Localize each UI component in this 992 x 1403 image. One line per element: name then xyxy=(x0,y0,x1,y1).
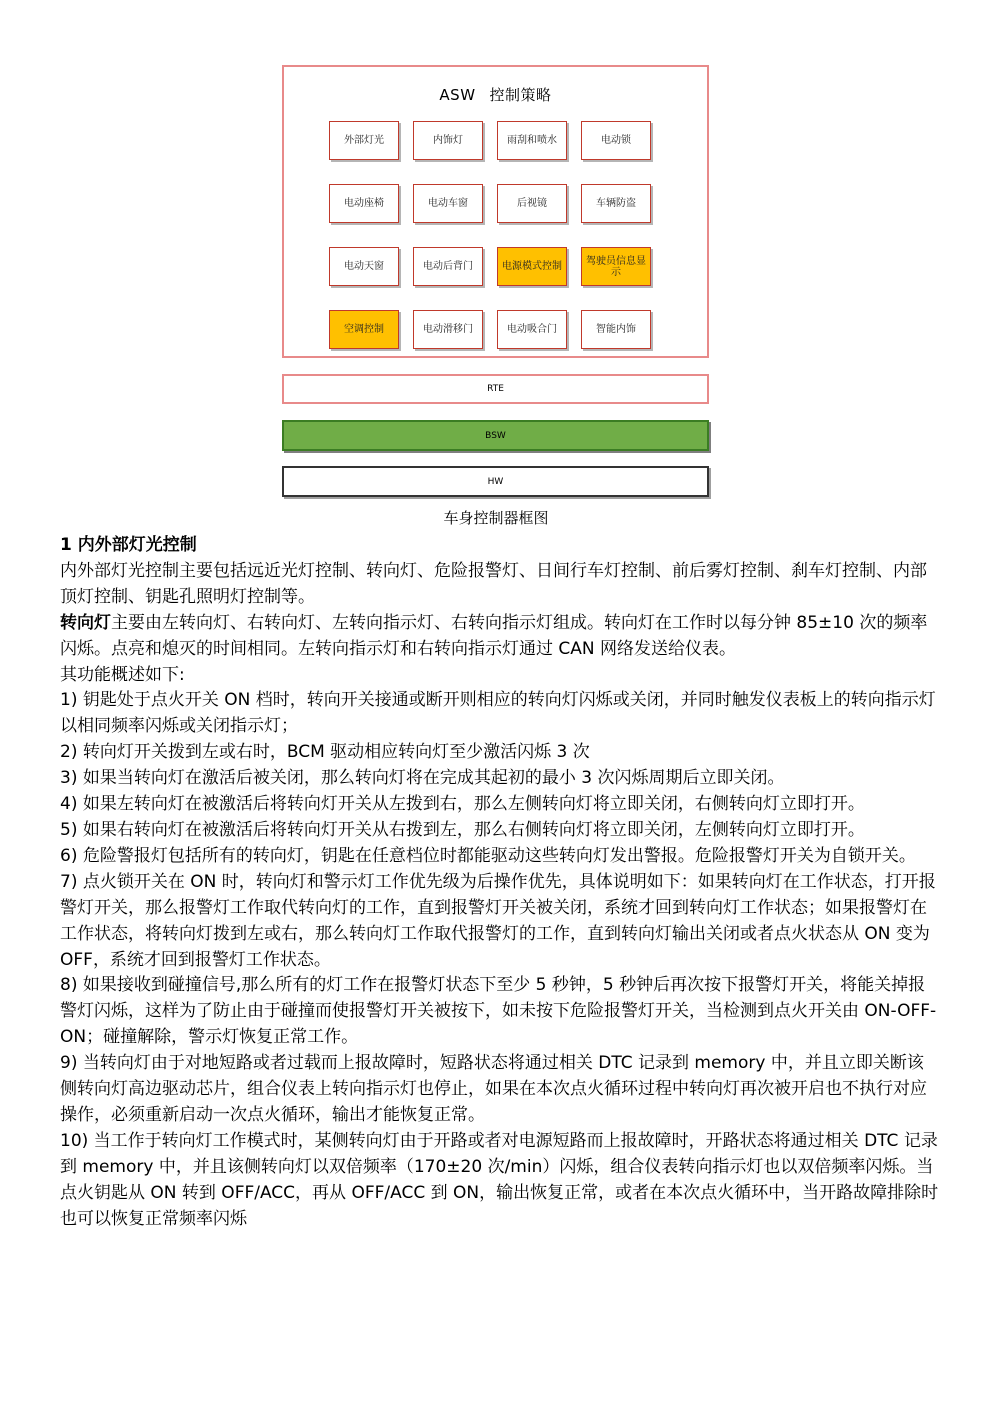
list-item: 7) 点火锁开关在 ON 时，转向灯和警示灯工作优先级为后操作优先，具体说明如下：如果转向灯在工作状态，打开报警灯开关，那么报警灯工作取代转向灯的工作，直到报警灯开关被关闭，系统才回到转向灯工作状态；如果报警灯在工作状态，将转向灯拨到左或右，那么转向灯工作取代报警灯的工作，直到转向灯输出关闭或者点火状态从 ON 变为 OFF，系统才回到报警灯工作状态。 xyxy=(60,871,936,970)
module-box: 电动锁 xyxy=(581,121,651,160)
module-box: 驾驶员信息显示 xyxy=(581,247,651,286)
module-box: 电源模式控制 xyxy=(497,247,567,286)
overview-line: 其功能概述如下: xyxy=(60,664,185,685)
asw-title-text: 控制策略 xyxy=(489,86,552,104)
list-item: 6) 危险警报灯包括所有的转向灯，钥匙在任意档位时都能驱动这些转向灯发出警报。危险报警灯开关为自锁开关。 xyxy=(60,845,916,866)
asw-layer-box xyxy=(282,65,709,358)
figure-caption: 车身控制器框图 xyxy=(443,509,549,527)
turn-signal-text: 主要由左转向灯、右转向灯、左转向指示灯、右转向指示灯组成。转向灯在工作时以每分钟 85±10 次的频率闪烁。点亮和熄灭的时间相同。左转向指示灯和右转向指示灯通过 CAN 网络发送给仪表。 xyxy=(60,612,928,659)
list-item: 4) 如果左转向灯在被激活后将转向灯开关从左拨到右，那么左侧转向灯将立即关闭，右侧转向灯立即打开。 xyxy=(60,794,865,815)
module-box: 智能内饰 xyxy=(581,310,651,349)
module-box: 空调控制 xyxy=(329,310,399,349)
asw-title-abbr: ASW xyxy=(439,86,476,104)
bsw-layer: BSW xyxy=(282,420,709,451)
list-item: 9) 当转向灯由于对地短路或者过载而上报故障时，短路状态将通过相关 DTC 记录到 memory 中，并且立即关断该侧转向灯高边驱动芯片，组合仪表上转向指示灯也停止，如果在本次点火循环过程中转向灯再次被开启也不执行对应操作，必须重新启动一次点火循环，输出才能恢复正常。 xyxy=(60,1053,927,1125)
module-box: 电动吸合门 xyxy=(497,310,567,349)
module-box: 雨刮和喷水 xyxy=(497,121,567,160)
module-box: 外部灯光 xyxy=(329,121,399,160)
module-box: 后视镜 xyxy=(497,184,567,223)
list-item: 1) 钥匙处于点火开关 ON 档时，转向开关接通或断开则相应的转向灯闪烁或关闭，并同时触发仪表板上的转向指示灯以相同频率闪烁或关闭指示灯； xyxy=(60,690,936,737)
turn-signal-lead: 转向灯 xyxy=(60,612,111,633)
list-item: 2) 转向灯开关拨到左或右时，BCM 驱动相应转向灯至少激活闪烁 3 次 xyxy=(60,742,590,763)
module-box: 电动天窗 xyxy=(329,247,399,286)
rte-layer: RTE xyxy=(282,374,709,404)
list-item: 3) 如果当转向灯在激活后被关闭，那么转向灯将在完成其起初的最小 3 次闪烁周期后立即关闭。 xyxy=(60,768,785,789)
section-heading: 1 内外部灯光控制 xyxy=(60,535,197,555)
module-box: 车辆防盗 xyxy=(581,184,651,223)
document-body xyxy=(60,533,940,1232)
module-box: 电动座椅 xyxy=(329,184,399,223)
list-item: 8) 如果接收到碰撞信号,那么所有的灯工作在报警灯状态下至少 5 秒钟，5 秒钟后再次按下报警灯开关，将能关掉报警灯闪烁，这样为了防止由于碰撞而使报警灯开关被按下，如未按下危险报警灯开关，当检测到点火开关由 ON-OFF-ON；碰撞解除，警示灯恢复正常工作。 xyxy=(60,975,937,1048)
module-box: 电动车窗 xyxy=(413,184,483,223)
asw-title xyxy=(284,84,707,105)
module-box: 电动滑移门 xyxy=(413,310,483,349)
list-item: 5) 如果右转向灯在被激活后将转向灯开关从右拨到左，那么右侧转向灯将立即关闭，左侧转向灯立即打开。 xyxy=(60,819,865,840)
module-grid xyxy=(329,121,651,349)
list-item: 10) 当工作于转向灯工作模式时，某侧转向灯由于开路或者对电源短路而上报故障时，开路状态将通过相关 DTC 记录到 memory 中，并且该侧转向灯以双倍频率（170±20 次/min）闪烁，组合仪表转向指示灯也以双倍频率闪烁。当点火钥匙从 ON 转到 OFF/ACC，再从 OFF/ACC 到 ON，输出恢复正常，或者在本次点火循环中，当开路故障排除时也可以恢复正常频率闪烁 xyxy=(60,1130,939,1229)
turn-signal-paragraph xyxy=(60,611,940,663)
intro-paragraph: 内外部灯光控制主要包括远近光灯控制、转向灯、危险报警灯、日间行车灯控制、前后雾灯控制、刹车灯控制、内部顶灯控制、钥匙孔照明灯控制等。 xyxy=(60,560,927,607)
hw-layer: HW xyxy=(282,466,709,497)
module-box: 电动后背门 xyxy=(413,247,483,286)
module-box: 内饰灯 xyxy=(413,121,483,160)
